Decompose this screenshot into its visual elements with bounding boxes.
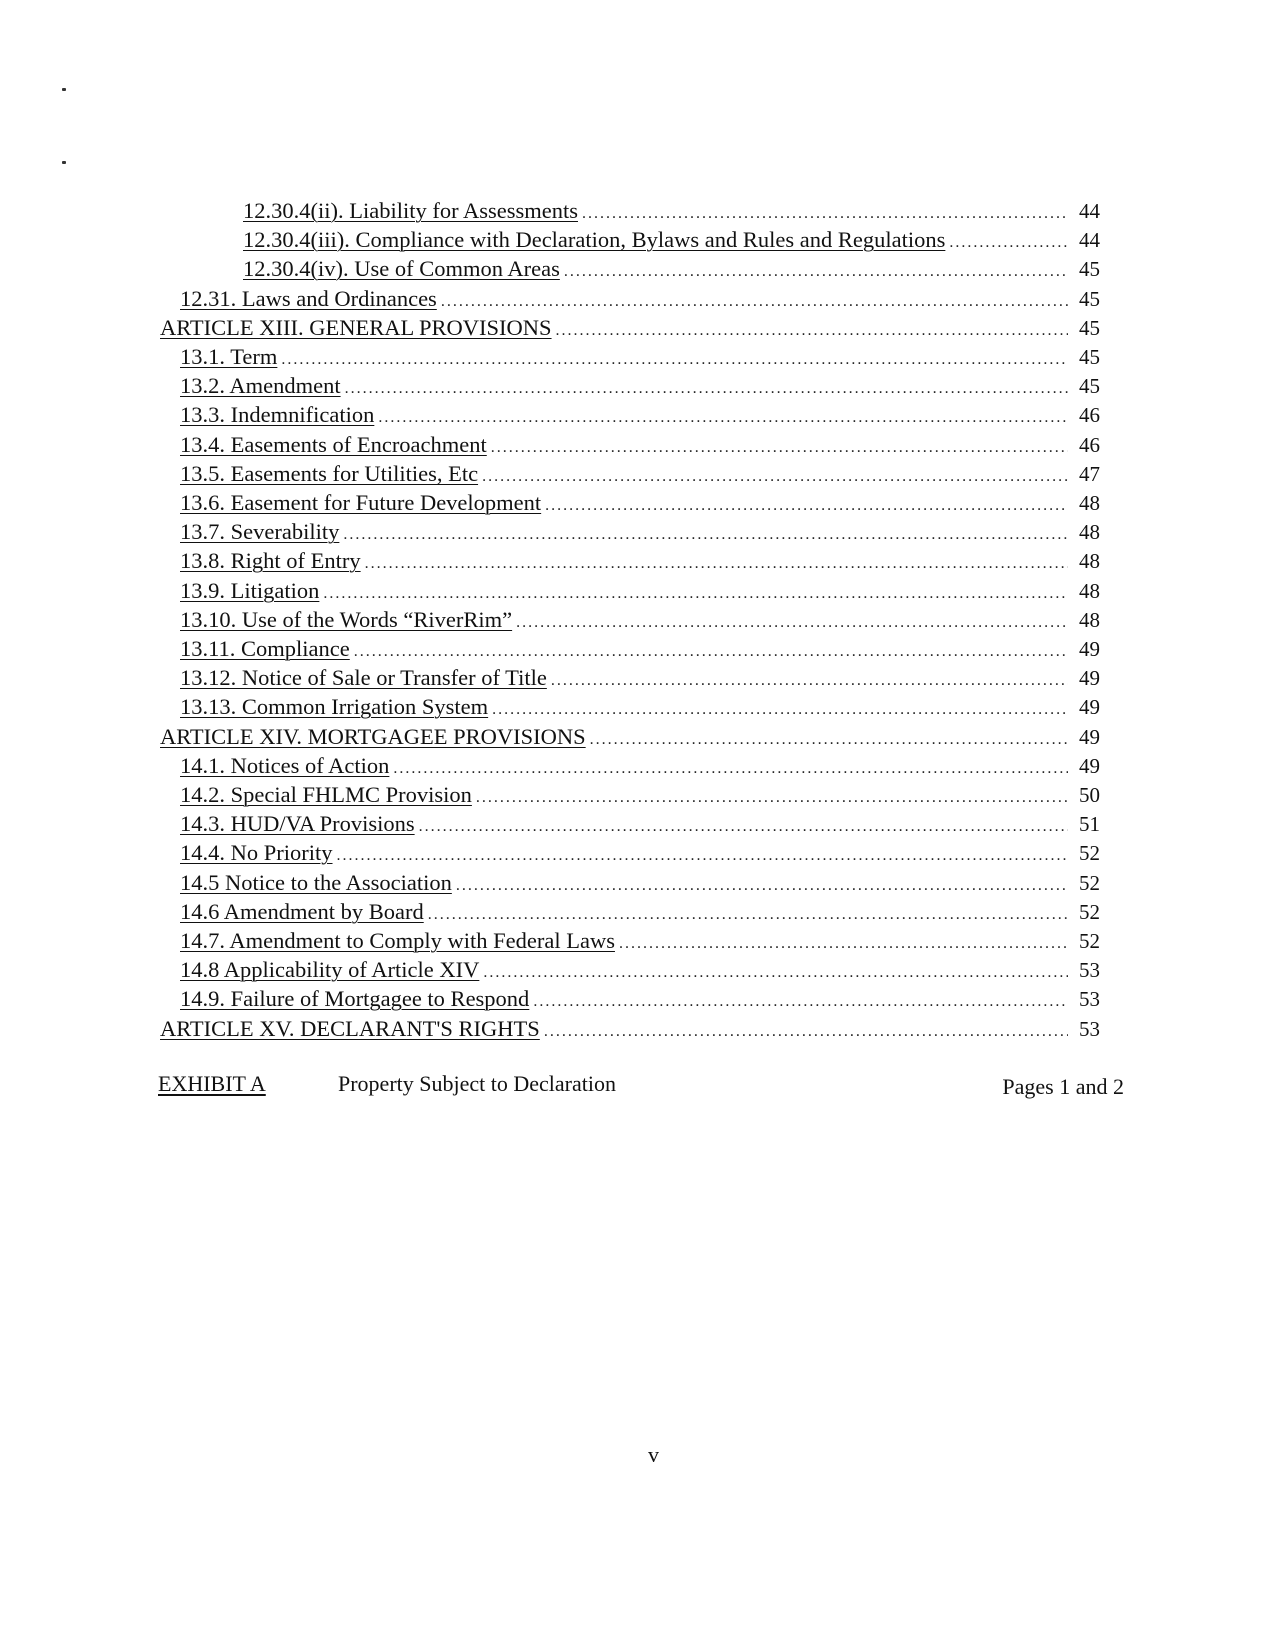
toc-page-number: 45 (1079, 316, 1100, 340)
exhibit-row (158, 1068, 1124, 1100)
toc-dot-leader (476, 783, 1068, 812)
toc-dot-leader (544, 1017, 1068, 1046)
toc-entry-label[interactable]: 14.1. Notices of Action (180, 753, 390, 778)
toc-entry[interactable] (180, 459, 1100, 488)
toc-dot-leader (545, 491, 1068, 520)
exhibit-label[interactable]: EXHIBIT A (158, 1071, 266, 1096)
toc-entry[interactable] (160, 313, 1100, 342)
toc-page-number: 51 (1079, 812, 1100, 836)
toc-entry[interactable] (180, 868, 1100, 897)
toc-dot-leader (556, 316, 1068, 345)
toc-entry-label[interactable]: 14.9. Failure of Mortgagee to Respond (180, 986, 530, 1011)
toc-entry-label[interactable]: 14.4. No Priority (180, 840, 333, 865)
exhibit-description: Property Subject to Declaration (338, 1071, 616, 1096)
toc-entry-label[interactable]: 14.8 Applicability of Article XIV (180, 957, 480, 982)
toc-entry-label[interactable]: 12.30.4(iv). Use of Common Areas (243, 256, 560, 281)
toc-page-number: 45 (1079, 257, 1100, 281)
toc-entry-label[interactable]: 13.4. Easements of Encroachment (180, 432, 487, 457)
toc-page-number: 45 (1079, 345, 1100, 369)
toc-page-number: 50 (1079, 783, 1100, 807)
toc-entry[interactable] (180, 926, 1100, 955)
toc-entry-label[interactable]: 13.12. Notice of Sale or Transfer of Title (180, 665, 547, 690)
toc-page-number: 53 (1079, 987, 1100, 1011)
toc-page-number: 48 (1079, 608, 1100, 632)
toc-page-number: 52 (1079, 929, 1100, 953)
toc-dot-leader (619, 929, 1068, 958)
toc-entry[interactable] (180, 838, 1100, 867)
toc-entry-label[interactable]: 13.13. Common Irrigation System (180, 694, 489, 719)
toc-page-number: 45 (1079, 287, 1100, 311)
toc-page-number: 44 (1079, 199, 1100, 223)
toc-dot-leader (551, 666, 1068, 695)
scan-speck (62, 88, 66, 91)
toc-entry-label[interactable]: 14.3. HUD/VA Provisions (180, 811, 415, 836)
toc-page-number: 47 (1079, 462, 1100, 486)
toc-dot-leader (345, 374, 1068, 403)
toc-entry[interactable] (180, 605, 1100, 634)
toc-entry[interactable] (180, 751, 1100, 780)
toc-dot-leader (456, 871, 1068, 900)
toc-entry[interactable] (180, 342, 1100, 371)
toc-page-number: 49 (1079, 637, 1100, 661)
toc-dot-leader (393, 754, 1068, 783)
toc-dot-leader (337, 841, 1068, 870)
toc-entry-label[interactable]: ARTICLE XIV. MORTGAGEE PROVISIONS (160, 724, 586, 749)
toc-dot-leader (564, 257, 1068, 286)
toc-entry[interactable] (180, 984, 1100, 1013)
toc-dot-leader (516, 608, 1068, 637)
toc-dot-leader (343, 520, 1068, 549)
toc-dot-leader (428, 900, 1068, 929)
toc-entry[interactable] (243, 196, 1100, 225)
toc-page-number: 49 (1079, 695, 1100, 719)
toc-entry-label[interactable]: 13.6. Easement for Future Development (180, 490, 542, 515)
toc-entry[interactable] (180, 284, 1100, 313)
toc-entry-label[interactable]: 13.9. Litigation (180, 578, 320, 603)
toc-dot-leader (949, 228, 1068, 257)
toc-entry-label[interactable]: 13.8. Right of Entry (180, 548, 361, 573)
toc-page-number: 53 (1079, 1017, 1100, 1041)
toc-entry[interactable] (180, 692, 1100, 721)
toc-entry-label[interactable]: 14.2. Special FHLMC Provision (180, 782, 472, 807)
toc-entry[interactable] (180, 546, 1100, 575)
toc-dot-leader (419, 812, 1068, 841)
toc-dot-leader (365, 549, 1068, 578)
toc-page-number: 48 (1079, 579, 1100, 603)
toc-dot-leader (354, 637, 1068, 666)
toc-dot-leader (483, 958, 1068, 987)
toc-entry[interactable] (180, 371, 1100, 400)
toc-entry-label[interactable]: 13.7. Severability (180, 519, 340, 544)
toc-entry-label[interactable]: 13.2. Amendment (180, 373, 341, 398)
toc-entry-label[interactable]: 14.7. Amendment to Comply with Federal Laws (180, 928, 615, 953)
toc-dot-leader (492, 695, 1068, 724)
toc-page-number: 46 (1079, 403, 1100, 427)
toc-entry[interactable] (180, 809, 1100, 838)
toc-entry-label[interactable]: 12.30.4(ii). Liability for Assessments (243, 198, 578, 223)
toc-page-number: 46 (1079, 433, 1100, 457)
toc-entry[interactable] (180, 488, 1100, 517)
toc-entry[interactable] (180, 576, 1100, 605)
toc-entry-label[interactable]: 13.1. Term (180, 344, 278, 369)
toc-entry[interactable] (180, 897, 1100, 926)
toc-page-number: 52 (1079, 871, 1100, 895)
toc-dot-leader (533, 987, 1068, 1016)
toc-entry-label[interactable]: 13.5. Easements for Utilities, Etc (180, 461, 479, 486)
toc-entry[interactable] (243, 254, 1100, 283)
toc-entry-label[interactable]: 14.6 Amendment by Board (180, 899, 424, 924)
toc-page-number: 48 (1079, 491, 1100, 515)
exhibit-pages: Pages 1 and 2 (1002, 1074, 1124, 1099)
toc-page-number: 53 (1079, 958, 1100, 982)
toc-entry[interactable] (180, 430, 1100, 459)
toc-entry[interactable] (180, 780, 1100, 809)
toc-dot-leader (441, 287, 1068, 316)
toc-entry[interactable] (160, 722, 1100, 751)
toc-entry[interactable] (160, 1014, 1100, 1043)
toc-dot-leader (582, 199, 1068, 228)
toc-page-number: 49 (1079, 666, 1100, 690)
toc-entry[interactable] (180, 663, 1100, 692)
toc-page-number: 48 (1079, 520, 1100, 544)
toc-page-number: 49 (1079, 725, 1100, 749)
toc-entry[interactable] (180, 517, 1100, 546)
toc-page-number: 48 (1079, 549, 1100, 573)
toc-entry[interactable] (180, 400, 1100, 429)
toc-dot-leader (378, 403, 1068, 432)
toc-page-number: 44 (1079, 228, 1100, 252)
toc-entry-label[interactable]: ARTICLE XV. DECLARANT'S RIGHTS (160, 1016, 540, 1041)
toc-dot-leader (482, 462, 1068, 491)
toc-entry-label[interactable]: ARTICLE XIII. GENERAL PROVISIONS (160, 315, 552, 340)
toc-dot-leader (491, 433, 1068, 462)
scan-speck (62, 161, 66, 164)
toc-entry[interactable] (243, 225, 1100, 254)
toc-entry-label[interactable]: 12.31. Laws and Ordinances (180, 286, 437, 311)
toc-dot-leader (590, 725, 1068, 754)
toc-entry-label[interactable]: 13.11. Compliance (180, 636, 350, 661)
toc-entry-label[interactable]: 13.3. Indemnification (180, 402, 375, 427)
toc-entry-label[interactable]: 12.30.4(iii). Compliance with Declaration, Bylaws and Rules and Regulations (243, 227, 946, 252)
toc-page-number: 45 (1079, 374, 1100, 398)
toc-page-number: 52 (1079, 841, 1100, 865)
toc-entry[interactable] (180, 955, 1100, 984)
toc-page-number: 52 (1079, 900, 1100, 924)
toc-entry-label[interactable]: 13.10. Use of the Words “RiverRim” (180, 607, 513, 632)
toc-dot-leader (323, 579, 1068, 608)
toc-page-number: 49 (1079, 754, 1100, 778)
page-number: v (648, 1442, 659, 1467)
toc-entry-label[interactable]: 14.5 Notice to the Association (180, 870, 452, 895)
toc-entry[interactable] (180, 634, 1100, 663)
toc-dot-leader (281, 345, 1068, 374)
